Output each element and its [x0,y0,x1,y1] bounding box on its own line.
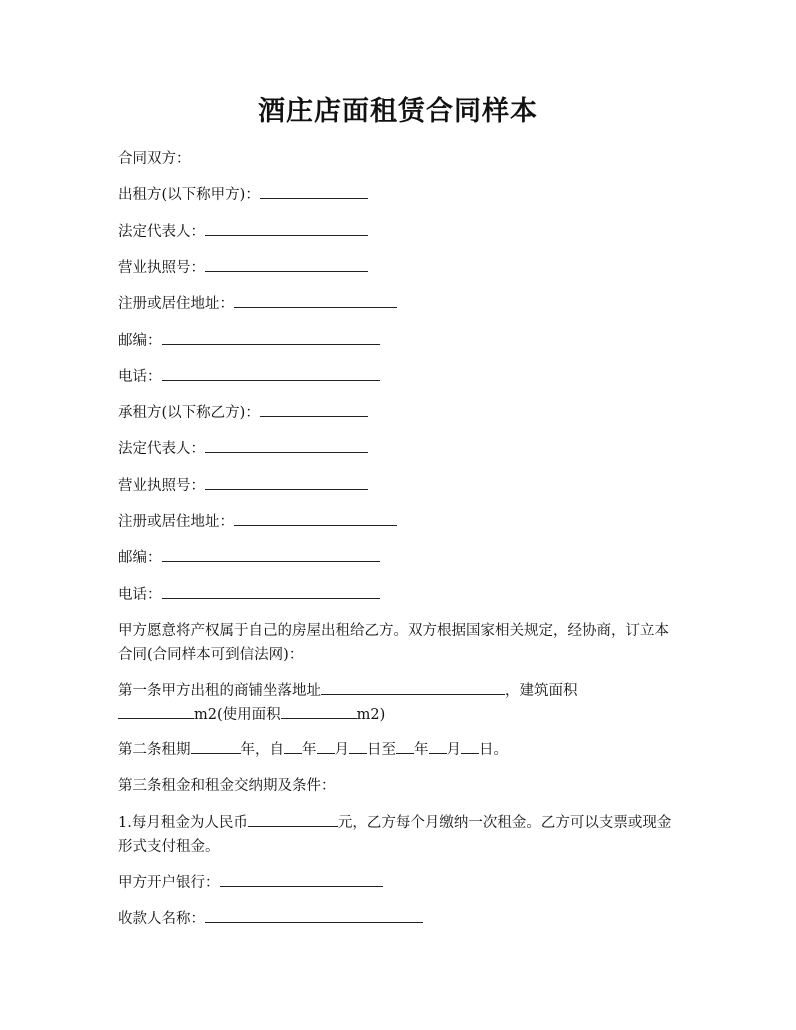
article-2-end-day-blank[interactable] [461,739,479,754]
payee-blank[interactable] [205,908,423,923]
article-1-location-blank[interactable] [321,680,505,695]
lessee-postcode-blank[interactable] [162,547,380,562]
payee-line [118,908,423,930]
lessee-address-blank[interactable] [234,511,397,526]
article-2-term-label: 第二条租期 [118,742,191,758]
lessor-postcode-blank[interactable] [162,330,380,345]
article-2-start-day-blank[interactable] [349,739,367,754]
lessor-phone-label: 电话： [118,369,162,385]
lessee-license-line [118,475,368,497]
lessee-phone-label: 电话： [118,587,162,603]
lessee-rep-line [118,438,368,460]
lessor-license-label: 营业执照号： [118,260,205,276]
article-2-end-month-label: 月 [446,742,461,758]
article-2-year-label: 年 [302,742,317,758]
article-2-end-year-blank[interactable] [396,739,414,754]
article-2-term-blank[interactable] [191,739,241,754]
article-2-start-year-blank[interactable] [284,739,302,754]
lessor-address-blank[interactable] [234,293,397,308]
lessor-license-line [118,257,368,279]
parties-heading: 合同双方： [118,151,191,167]
lessee-name-blank[interactable] [260,402,368,417]
article-1-unit: m2) [356,707,386,723]
lessee-rep-label: 法定代表人： [118,441,205,457]
article-2-to-label: 日至 [367,742,396,758]
lessor-license-blank[interactable] [205,257,368,272]
lessor-rep-blank[interactable] [205,221,368,236]
lessee-phone-blank[interactable] [162,584,380,599]
payee-label: 收款人名称： [118,911,205,927]
lessee-license-blank[interactable] [205,475,368,490]
lessor-postcode-label: 邮编： [118,333,162,349]
bank-blank[interactable] [220,872,383,887]
lessee-address-line [118,511,397,533]
lessor-name-blank[interactable] [260,184,368,199]
rent-amount-label: 1.每月租金为人民币 [118,815,248,831]
article-1-area-blank[interactable] [118,704,194,719]
lessee-rep-blank[interactable] [205,438,368,453]
lessee-name-line [118,402,368,424]
intro-paragraph: 甲方愿意将产权属于自己的房屋出租给乙方。双方根据国家相关规定，经协商，订立本合同(合同样本可到信法网)： [118,623,669,663]
article-2-end-day-label: 日。 [479,742,508,758]
bank-line [118,872,383,894]
article-2 [118,739,508,761]
article-2-end-year-label: 年 [414,742,429,758]
lessor-rep-label: 法定代表人： [118,224,205,240]
article-1-usable-label: m2(使用面积 [194,707,281,723]
lessor-phone-line [118,366,380,388]
article-2-start-month-blank[interactable] [317,739,335,754]
article-1 [118,679,683,727]
article-1-area-label: ，建筑面积 [505,683,578,699]
lessor-postcode-line [118,330,380,352]
lessee-phone-line [118,584,380,606]
rent-amount-blank[interactable] [248,812,338,827]
lessee-license-label: 营业执照号： [118,478,205,494]
lessor-rep-line [118,221,368,243]
article-1-usable-blank[interactable] [281,704,357,719]
lessor-name-line [118,184,368,206]
lessor-address-label: 注册或居住地址： [118,296,234,312]
lessor-address-line [118,293,397,315]
document-title: 酒庄店面租赁合同样本 [258,96,538,127]
rent-clause [118,811,683,859]
article-2-from-label: 年，自 [240,742,284,758]
lessee-postcode-label: 邮编： [118,550,162,566]
article-2-month-label: 月 [334,742,349,758]
article-2-end-month-blank[interactable] [429,739,447,754]
bank-label: 甲方开户银行： [118,875,220,891]
lessee-postcode-line [118,547,380,569]
lessee-address-label: 注册或居住地址： [118,514,234,530]
lessor-name-label: 出租方(以下称甲方)： [118,187,260,203]
article-3-heading: 第三条租金和租金交纳期及条件： [118,778,336,794]
rent-terms-text: 元，乙方每个月缴纳一次租金。乙方可以支票或现金形式支付租金。 [118,815,672,855]
lessor-phone-blank[interactable] [162,366,380,381]
lessee-name-label: 承租方(以下称乙方)： [118,405,260,421]
article-1-location-label: 第一条甲方出租的商铺坐落地址 [118,683,321,699]
